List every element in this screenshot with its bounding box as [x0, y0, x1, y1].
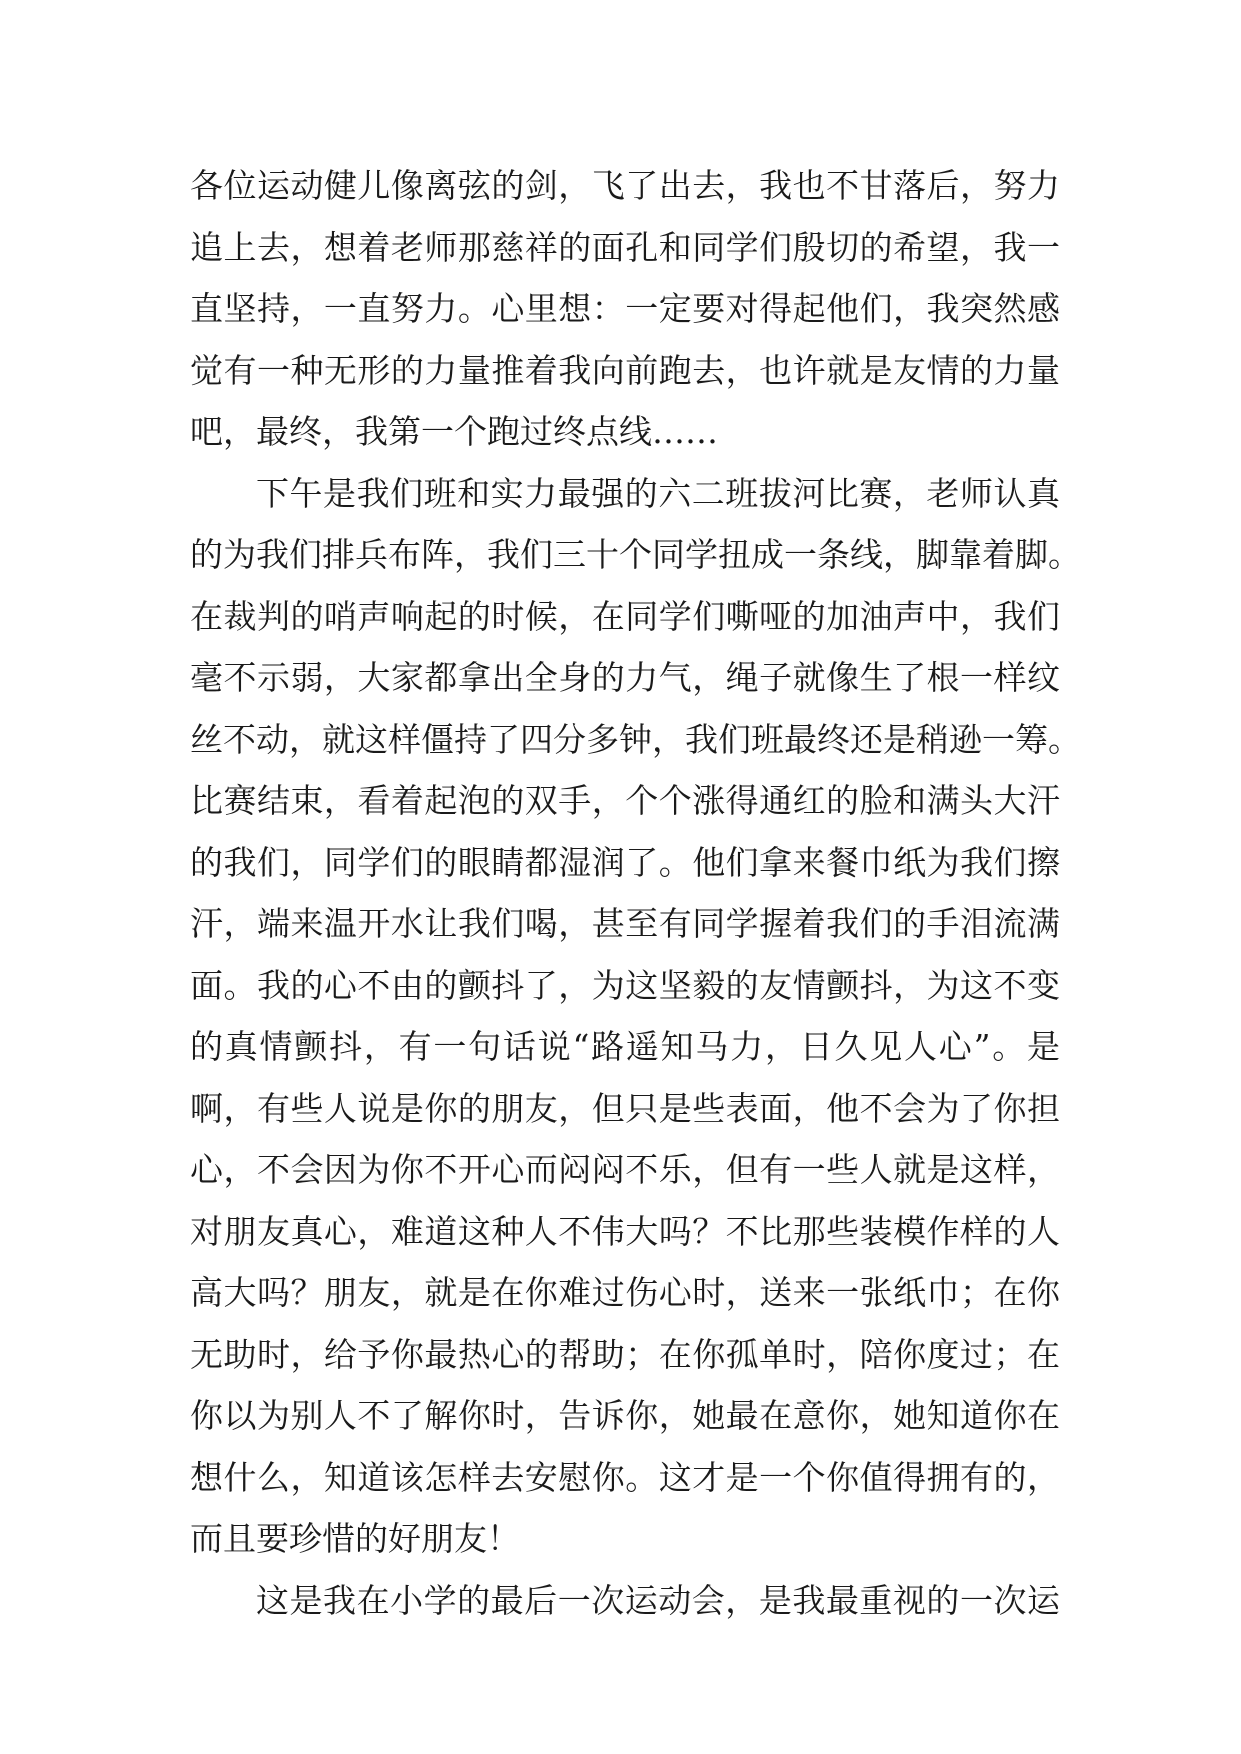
text-line: 觉有一种无形的力量推着我向前跑去，也许就是友情的力量 — [190, 350, 1060, 390]
text-line: 毫不示弱，大家都拿出全身的力气，绳子就像生了根一样纹 — [190, 658, 1060, 697]
body-text — [190, 155, 1081, 1631]
text-line: 吧，最终，我第一个跑过终点线…… — [190, 412, 718, 451]
text-line: 在裁判的哨声响起的时候，在同学们嘶哑的加油声中，我们 — [190, 596, 1060, 636]
paragraph-first-line: 下午是我们班和实力最强的六二班拔河比赛，老师认真 — [256, 473, 1060, 513]
text-line: 的为我们排兵布阵，我们三十个同学扭成一条线，脚靠着脚。 — [190, 535, 1081, 574]
text-line: 各位运动健儿像离弦的剑，飞了出去，我也不甘落后，努力 — [190, 166, 1060, 205]
text-line: 追上去，想着老师那慈祥的面孔和同学们殷切的希望，我一 — [190, 227, 1060, 267]
text-line: 丝不动，就这样僵持了四分多钟，我们班最终还是稍逊一筹。 — [190, 719, 1081, 759]
text-line: 对朋友真心，难道这种人不伟大吗？不比那些装模作样的人 — [190, 1211, 1060, 1251]
text-line: 的真情颤抖，有一句话说“路遥知马力，日久见人心”。是 — [190, 1027, 1060, 1066]
text-line: 高大吗？朋友，就是在你难过伤心时，送来一张纸巾；在你 — [190, 1273, 1060, 1312]
text-line: 心，不会因为你不开心而闷闷不乐，但有一些人就是这样， — [190, 1150, 1060, 1189]
text-line: 无助时，给予你最热心的帮助；在你孤单时，陪你度过；在 — [190, 1334, 1060, 1374]
text-line: 想什么，知道该怎样去安慰你。这才是一个你值得拥有的， — [190, 1457, 1060, 1497]
text-line: 直坚持，一直努力。心里想：一定要对得起他们，我突然感 — [190, 289, 1060, 328]
text-line: 面。我的心不由的颤抖了，为这坚毅的友情颤抖，为这不变 — [190, 965, 1060, 1005]
text-line: 啊，有些人说是你的朋友，但只是些表面，他不会为了你担 — [190, 1088, 1060, 1128]
paragraph-first-line: 这是我在小学的最后一次运动会，是我最重视的一次运 — [256, 1580, 1060, 1620]
text-line: 汗，端来温开水让我们喝，甚至有同学握着我们的手泪流满 — [190, 904, 1060, 943]
text-line: 你以为别人不了解你时，告诉你，她最在意你，她知道你在 — [190, 1396, 1060, 1435]
text-line: 比赛结束，看着起泡的双手，个个涨得通红的脸和满头大汗 — [190, 781, 1060, 820]
text-line: 的我们，同学们的眼睛都湿润了。他们拿来餐巾纸为我们擦 — [190, 842, 1060, 882]
text-line: 而且要珍惜的好朋友！ — [190, 1519, 520, 1558]
